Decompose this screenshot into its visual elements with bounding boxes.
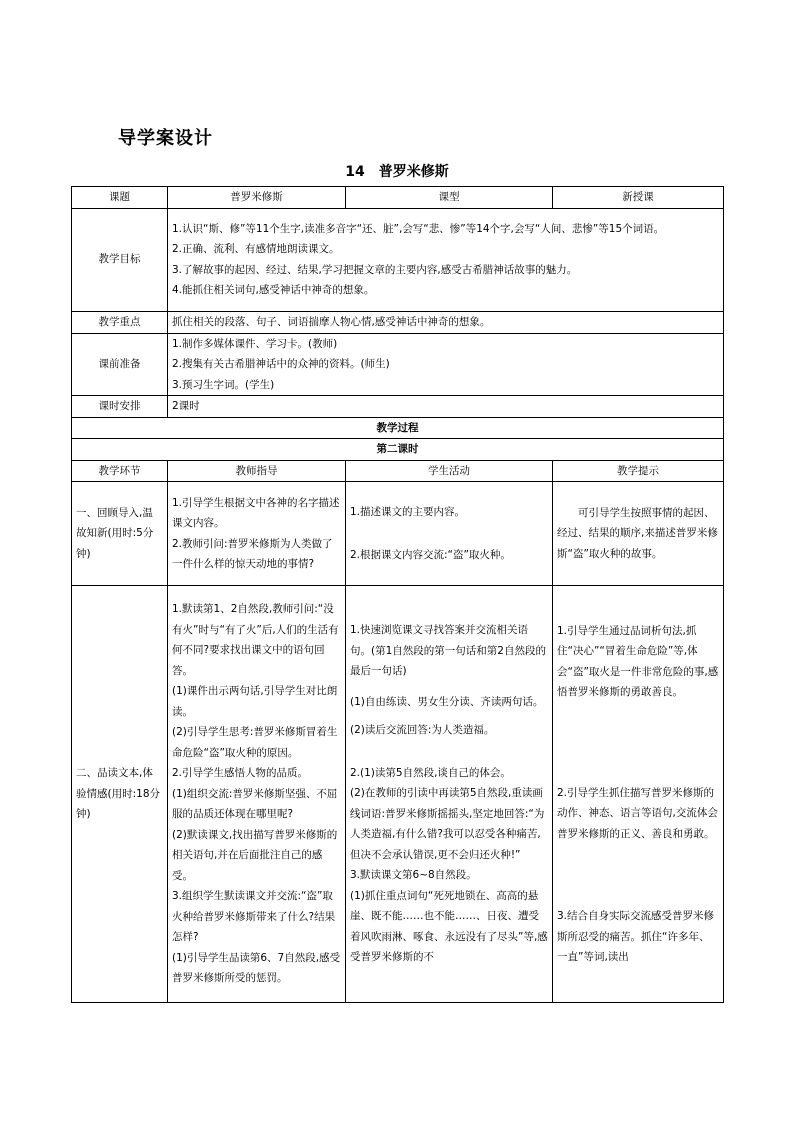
student-item: (2)在教师的引读中再读第5自然段,重读画线词语:普罗米修斯摇摇头,坚定地回答:“为人类造福,有什么错?我可以忍受各种痛苦,但决不会承认错误,更不会归还火种!”: [350, 787, 545, 861]
stage1-student: [346, 482, 553, 586]
period-title: 第二课时: [72, 439, 724, 461]
process-title: 教学过程: [72, 417, 724, 439]
stage2-student: [346, 586, 553, 1003]
column-header: 教师指导: [168, 460, 346, 482]
lesson-plan-table: [71, 186, 724, 1003]
tip-item: 可引导学生按照事情的起因、经过、结果的顺序,来描述普罗米修斯“盗”取火种的故事。: [557, 506, 718, 560]
stage1-name: 一、回顾导入,温故知新(用时:5分钟): [72, 482, 168, 586]
column-header: 教学提示: [553, 460, 724, 482]
teacher-item: 2.引导学生感悟人物的品质。: [172, 767, 309, 780]
goal-item: 3.了解故事的起因、经过、结果,学习把握文章的主要内容,感受古希腊神话故事的魅力。: [172, 263, 578, 276]
subject-row: [72, 187, 724, 209]
teacher-item: 1.引导学生根据文中各神的名字描述课文内容。: [172, 496, 340, 529]
label-prep: 课前准备: [72, 333, 168, 396]
stage1-teacher: [168, 482, 346, 586]
prep-cell: [168, 333, 724, 396]
time-row: [72, 396, 724, 418]
label-key: 教学重点: [72, 311, 168, 333]
period-row: [72, 439, 724, 461]
stage2-name: 二、品读文本,体验情感(用时:18分钟): [72, 586, 168, 1003]
type-value: 新授课: [553, 187, 724, 209]
lesson-name: 普罗米修斯: [378, 164, 449, 180]
teacher-item: (1)组织交流:普罗米修斯坚强、不屈服的品质还体现在哪里呢?: [172, 787, 338, 821]
stage1-row: [72, 482, 724, 586]
label-goals: 教学目标: [72, 208, 168, 311]
student-item: (1)自由练读、男女生分读、齐读两句话。: [350, 695, 544, 708]
process-row: [72, 417, 724, 439]
goal-item: 2.正确、流利、有感情地朗读课文。: [172, 243, 340, 255]
prep-item: 2.搜集有关古希腊神话中的众神的资料。(师生): [172, 358, 390, 370]
time-value: 2课时: [168, 396, 724, 418]
student-item: (2)读后交流回答:为人类造福。: [350, 724, 495, 737]
prep-row: [72, 333, 724, 396]
lesson-title: [0, 161, 794, 181]
stage2-row: [72, 586, 724, 1003]
label-type: 课型: [346, 187, 553, 209]
teacher-item: (2)引导学生思考:普罗米修斯冒着生命危险“盗”取火种的原因。: [172, 726, 338, 759]
student-item: 3.默读课文第6~8自然段。: [350, 869, 477, 882]
teacher-item: 3.组织学生默读课文并交流:“盗”取火种给普罗米修斯带来了什么?结果怎样?: [172, 890, 336, 944]
prep-item: 1.制作多媒体课件、学习卡。(教师): [172, 337, 338, 350]
teacher-item: 2.教师引问:普罗米修斯为人类做了一件什么样的惊天动地的事情?: [172, 537, 333, 570]
lesson-number: 14: [345, 164, 365, 180]
teacher-item: 1.默读第1、2自然段,教师引问:“没有火”时与“有了火”后,人们的生活有何不同?要求找出课文中的语句回答。: [172, 603, 339, 677]
student-item: 2.(1)读第5自然段,谈自己的体会。: [350, 766, 511, 779]
column-header: 学生活动: [346, 460, 553, 482]
label-subject: 课题: [72, 187, 168, 209]
stage2-tips: [553, 586, 724, 1003]
goals-cell: [168, 208, 724, 311]
label-time: 课时安排: [72, 396, 168, 418]
student-item: (1)抓住重点词句“死死地锁在、高高的悬崖、既不能……也不能……、日夜、遭受着风吹雨淋、啄食、永远没有了尽头”等,感受普罗米修斯的不: [350, 889, 548, 964]
column-header: 教学环节: [72, 460, 168, 482]
teacher-item: (1)课件出示两句话,引导学生对比朗读。: [172, 685, 338, 718]
stage2-teacher: [168, 586, 346, 1003]
goal-item: 4.能抓住相关词句,感受神话中神奇的想象。: [172, 284, 375, 296]
column-header-row: [72, 460, 724, 482]
tip-item: 3.结合自身实际交流感受普罗米修斯所忍受的痛苦。抓住“许多年、一直”等词,读出: [557, 910, 715, 963]
stage1-tip: [553, 482, 724, 586]
student-item: 1.描述课文的主要内容。: [350, 506, 466, 518]
subject-value: 普罗米修斯: [168, 187, 346, 209]
doc-heading: 导学案设计: [118, 128, 213, 149]
goals-row: [72, 208, 724, 311]
key-value: 抓住相关的段落、句子、词语揣摩人物心情,感受神话中神奇的想象。: [168, 311, 724, 333]
teacher-item: (1)引导学生品读第6、7自然段,感受普罗米修斯所受的惩罚。: [172, 951, 341, 985]
prep-item: 3.预习生字词。(学生): [172, 378, 275, 391]
tip-item: 2.引导学生抓住描写普罗米修斯的动作、神态、语言等语句,交流体会普罗米修斯的正义、善良和勇敢。: [557, 786, 718, 840]
teacher-item: (2)默读课文,找出描写普罗米修斯的相关语句,并在后面批注自己的感受。: [172, 828, 338, 882]
tip-item: 1.引导学生通过品词析句法,抓住“决心”“冒着生命危险”等,体会“盗”取火是一件非常危险的事,感悟普罗米修斯的勇敢善良。: [557, 624, 719, 698]
student-item: 1.快速浏览课文寻找答案并交流相关语句。(第1自然段的第一句话和第2自然段的最后一句话): [350, 624, 546, 678]
goal-item: 1.认识“斯、修”等11个生字,读准多音字“还、脏”,会写“悲、惨”等14个字,会写“人间、悲惨”等15个词语。: [172, 222, 665, 235]
student-item: 2.根据课文内容交流:“盗”取火种。: [350, 548, 511, 561]
key-row: [72, 311, 724, 333]
